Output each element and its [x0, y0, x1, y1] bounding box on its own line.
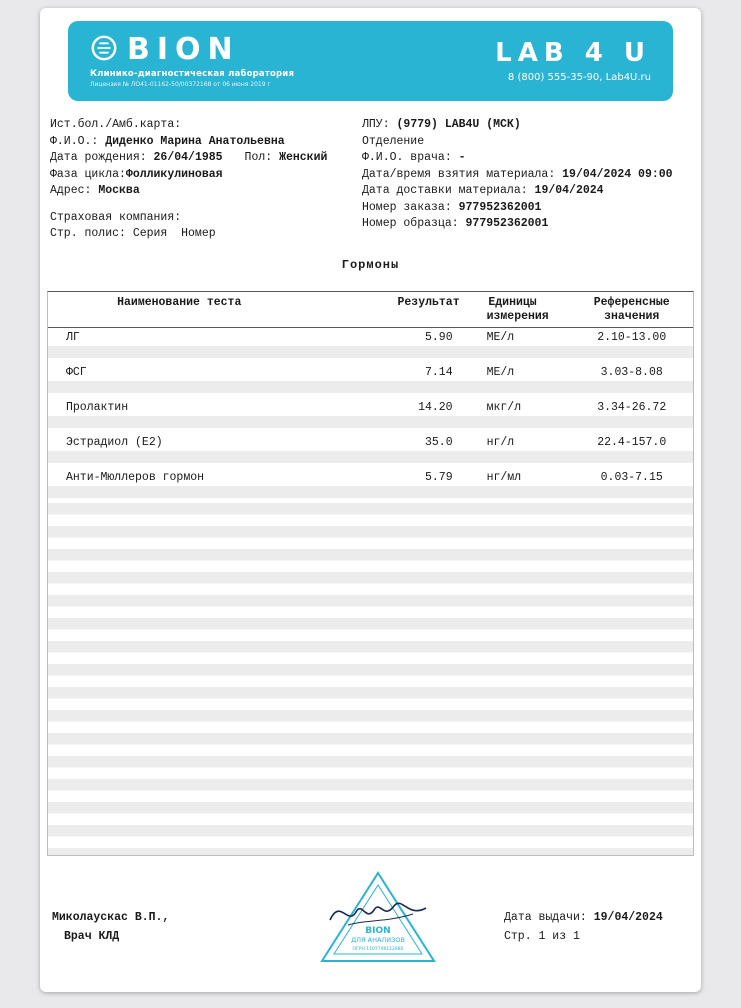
- doctor-name: Миколаускас В.П.,: [52, 910, 170, 924]
- cell-units: МЕ/л: [486, 330, 515, 344]
- brand-license: Лицензия № ЛО41-01162-50/00372168 от 06 июня 2019 г: [90, 81, 271, 88]
- cell-reference: 3.03-8.08: [600, 365, 663, 379]
- header-bar: [68, 21, 673, 101]
- section-title: Гормоны: [341, 257, 400, 272]
- brand-block: [90, 34, 294, 88]
- patient-info-left: [50, 117, 362, 243]
- cell-units: МЕ/л: [486, 365, 515, 379]
- column-header-test-name: Наименование теста: [117, 295, 242, 309]
- table-row: [48, 328, 693, 363]
- column-header-result: Результат: [397, 295, 460, 309]
- cell-test-name: Анти-Мюллеров гормон: [66, 470, 205, 484]
- cell-test-name: Эстрадиол (Е2): [66, 435, 163, 449]
- brand-name: BION: [127, 32, 240, 67]
- cell-units: нг/мл: [486, 470, 522, 484]
- field-birth-sex: Дата рождения: 26/04/1985 Пол: Женский: [50, 151, 328, 164]
- field-address: Адрес: Москва: [50, 184, 140, 197]
- field-department: Отделение: [362, 134, 425, 148]
- table-row: [48, 468, 693, 503]
- report-footer: [40, 870, 701, 965]
- bion-logo-icon: [90, 34, 118, 66]
- cell-reference: 22.4-157.0: [597, 435, 667, 449]
- field-card-number: Ист.бол./Амб.карта:: [50, 118, 182, 131]
- cell-reference: 2.10-13.00: [597, 330, 667, 344]
- brand-tagline: Клинико-диагностическая лаборатория: [90, 69, 295, 79]
- field-fio: Ф.И.О.: Диденко Марина Анатольевна: [50, 134, 285, 148]
- field-delivered: Дата доставки материала: 19/04/2024: [362, 184, 604, 197]
- field-policy: Стр. полис: Серия Номер: [50, 227, 216, 240]
- patient-info: [40, 117, 701, 243]
- field-cycle-phase: Фаза цикла:Фолликулиновая: [50, 167, 223, 181]
- cell-result: 14.20: [418, 400, 453, 414]
- issue-date: Дата выдачи: 19/04/2024: [504, 910, 663, 924]
- stamp-brand: BION: [365, 925, 391, 936]
- field-sample-number: Номер образца: 977952362001: [362, 217, 549, 230]
- doctor-title: Врач КЛД: [64, 929, 120, 943]
- table-row: [48, 433, 693, 468]
- lab-stamp: [292, 870, 464, 965]
- report-card: [40, 8, 701, 992]
- table-row: [48, 363, 693, 398]
- field-collected: Дата/время взятия материала: 19/04/2024 09:00: [362, 167, 673, 181]
- lab-title: LAB 4 U: [495, 37, 651, 68]
- cell-test-name: Пролактин: [66, 400, 129, 414]
- issue-info-block: [504, 870, 689, 965]
- cell-reference: 0.03-7.15: [600, 470, 663, 484]
- results-table: [47, 291, 694, 856]
- signature-stroke: [330, 903, 426, 920]
- lab-phone: 8 (800) 555-35-90, Lab4U.ru: [507, 71, 651, 83]
- table-row: [48, 398, 693, 433]
- cell-reference: 3.34-26.72: [597, 400, 667, 414]
- field-lpu: ЛПУ: (9779) LAB4U (МСК): [362, 118, 521, 131]
- page-indicator: Стр. 1 из 1: [504, 929, 580, 943]
- table-empty-rows: [48, 503, 693, 855]
- field-insurance: Страховая компания:: [50, 210, 182, 224]
- cell-units: мкг/л: [486, 400, 522, 414]
- cell-result: 7.14: [424, 365, 453, 379]
- signature-underline: [348, 914, 413, 925]
- column-header-reference: Референсные значения: [593, 295, 670, 323]
- field-physician: Ф.И.О. врача: -: [362, 151, 466, 164]
- cell-units: нг/л: [486, 435, 515, 449]
- patient-info-right: [362, 117, 673, 243]
- cell-test-name: ЛГ: [66, 330, 80, 344]
- column-header-units: Единицы измерения: [486, 295, 549, 323]
- stamp-ogrn: ОГРН 1107746112880: [352, 946, 404, 952]
- stamp-triangle-icon: [318, 870, 438, 965]
- cell-result: 5.79: [424, 470, 453, 484]
- field-order-number: Номер заказа: 977952362001: [362, 200, 542, 214]
- table-header-row: [48, 292, 693, 328]
- cell-result: 35.0: [424, 435, 453, 449]
- info-spacer: [50, 200, 362, 210]
- doctor-signature-block: [52, 870, 292, 965]
- stamp-purpose: ДЛЯ АНАЛИЗОВ: [351, 935, 405, 944]
- lab-contact-block: [495, 37, 651, 83]
- cell-test-name: ФСГ: [66, 365, 87, 379]
- cell-result: 5.90: [424, 330, 453, 344]
